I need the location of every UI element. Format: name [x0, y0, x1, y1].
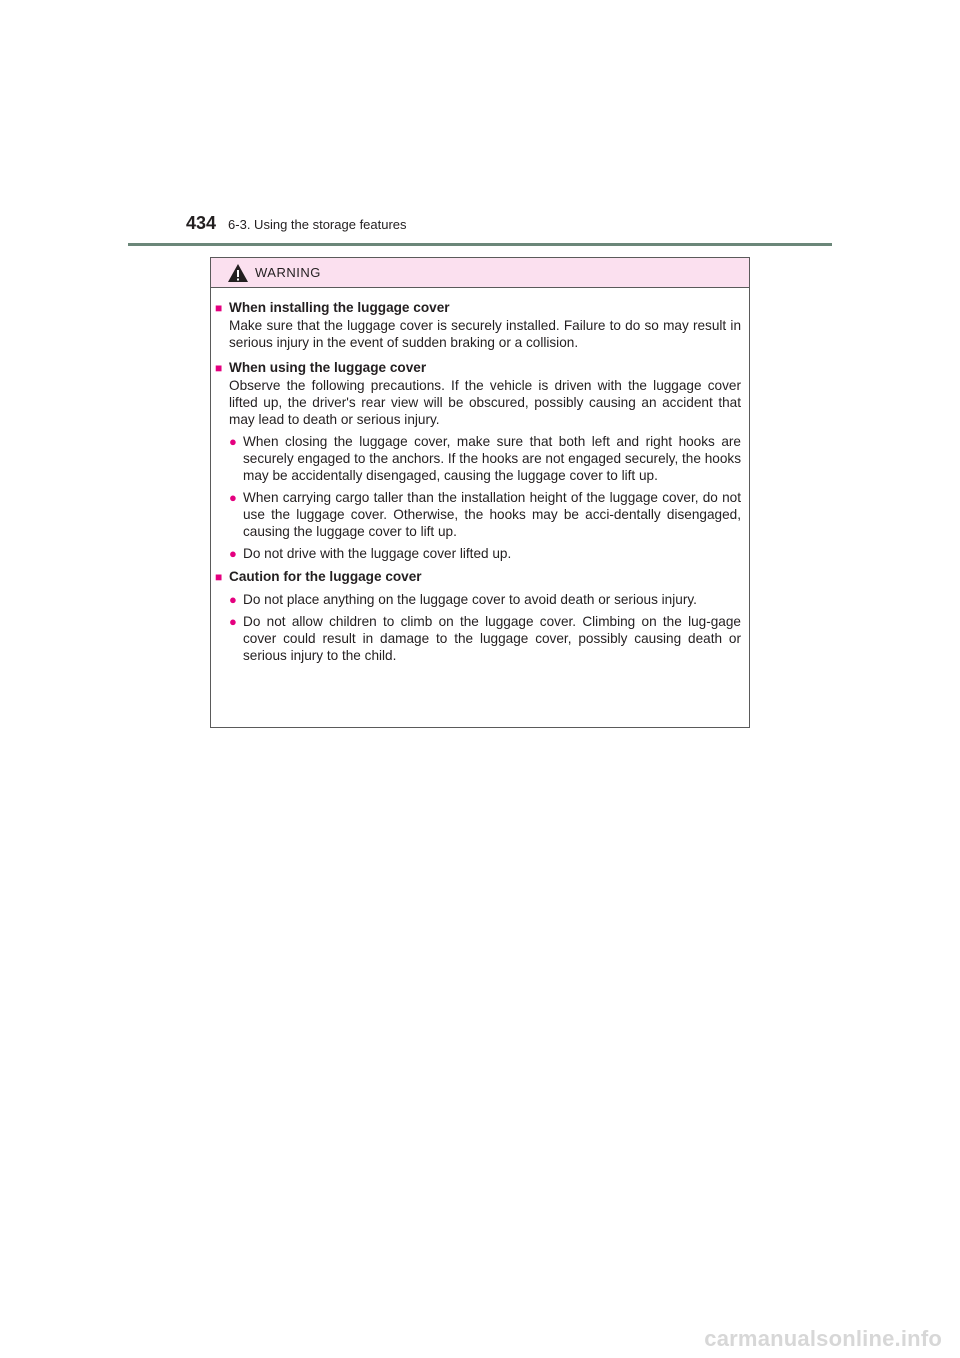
list-item-text: Do not allow children to climb on the luggage cover. Climbing on the lug-gage cover could result in damage to the luggage cover, possibly causing death or serious injury to the child. [243, 614, 741, 663]
warning-triangle-icon [227, 263, 249, 283]
section-paragraph: Make sure that the luggage cover is securely installed. Failure to do so may result in serious injury in the event of sudden braking or a collision. [229, 318, 741, 350]
warning-box [210, 257, 750, 728]
section-heading-text: When installing the luggage cover [229, 300, 450, 315]
round-bullet-icon: ● [229, 490, 237, 505]
section-heading [215, 568, 741, 586]
list-item-text: Do not place anything on the luggage cover to avoid death or serious injury. [243, 592, 697, 607]
section-title: 6-3. Using the storage features [228, 217, 407, 232]
list-item [229, 433, 741, 484]
round-bullet-icon: ● [229, 614, 237, 629]
warning-body [211, 288, 749, 664]
section-heading-text: When using the luggage cover [229, 360, 427, 375]
list-item-text: When carrying cargo taller than the installation height of the luggage cover, do not use the luggage cover. Otherwise, the hooks may be acci-dentally disengaged, causing the luggage cover to lift up. [243, 490, 741, 539]
square-bullet-icon: ■ [215, 361, 223, 375]
page-number: 434 [186, 213, 217, 233]
section-paragraph: Observe the following precautions. If the vehicle is driven with the luggage cover lifted up, the driver's rear view will be obscured, possibly causing an accident that may lead to death or serious injury. [229, 378, 741, 427]
section-heading [215, 359, 741, 377]
list-item [229, 545, 741, 562]
list-item [229, 489, 741, 540]
round-bullet-icon: ● [229, 546, 237, 561]
round-bullet-icon: ● [229, 434, 237, 449]
list-item-text: When closing the luggage cover, make sure that both left and right hooks are securely engaged to the anchors. If the hooks are not engaged securely, the hooks may be accidentally disengaged, causing the luggage cover to lift up. [243, 434, 741, 483]
list-item [229, 591, 741, 608]
watermark: carmanualsonline.info [704, 1326, 942, 1351]
page-header [186, 213, 407, 243]
list-item-text: Do not drive with the luggage cover lifted up. [243, 546, 512, 561]
warning-header [211, 258, 749, 288]
warning-label: WARNING [255, 265, 321, 280]
square-bullet-icon: ■ [215, 301, 223, 315]
header-rule [128, 243, 832, 246]
round-bullet-icon: ● [229, 592, 237, 607]
section-heading-text: Caution for the luggage cover [229, 569, 422, 584]
section-heading [215, 299, 741, 317]
square-bullet-icon: ■ [215, 570, 223, 584]
list-item [229, 613, 741, 664]
